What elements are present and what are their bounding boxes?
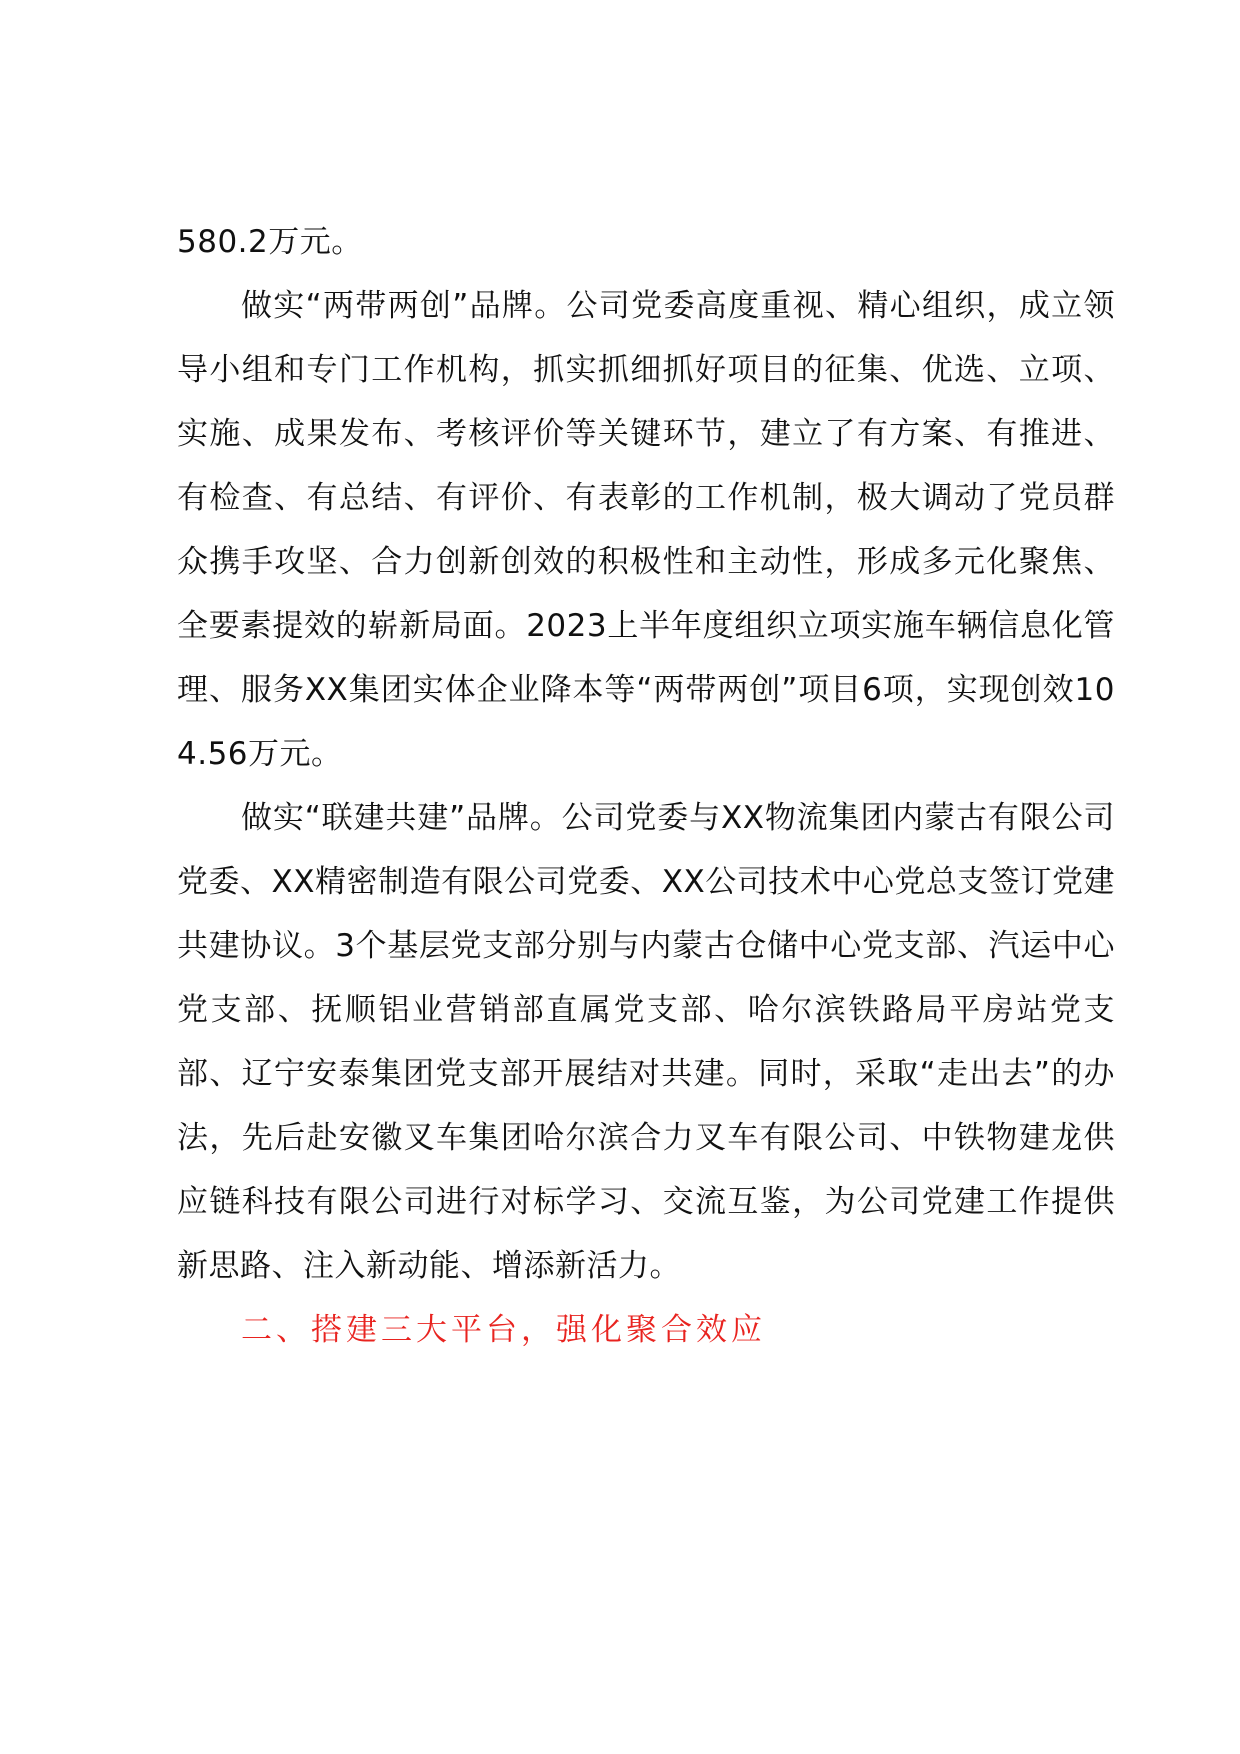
paragraph-two-bands-two-creations: 做实“两带两创”品牌。公司党委高度重视、精心组织，成立领导小组和专门工作机构，抓实抓细抓好项目的征集、优选、立项、实施、成果发布、考核评价等关键环节，建立了有方案、有推进、有检查、有总结、有评价、有表彰的工作机制，极大调动了党员群众携手攻坚、合力创新创效的积极性和主动性，形成多元化聚焦、全要素提效的崭新局面。2023上半年度组织立项实施车辆信息化管理、服务XX集团实体企业降本等“两带两创”项目6项，实现创效104.56万元。 bbox=[177, 288, 1115, 772]
paragraph-continuation: 580.2万元。 bbox=[177, 224, 363, 260]
document-body bbox=[177, 210, 1115, 1362]
paragraph-joint-construction: 做实“联建共建”品牌。公司党委与XX物流集团内蒙古有限公司党委、XX精密制造有限公司党委、XX公司技术中心党总支签订党建共建协议。3个基层党支部分别与内蒙古仓储中心党支部、汽运中心党支部、抚顺铝业营销部直属党支部、哈尔滨铁路局平房站党支部、辽宁安泰集团党支部开展结对共建。同时，采取“走出去”的办法，先后赴安徽叉车集团哈尔滨合力叉车有限公司、中铁物建龙供应链科技有限公司进行对标学习、交流互鉴，为公司党建工作提供新思路、注入新动能、增添新活力。 bbox=[177, 800, 1115, 1284]
section-heading: 二、搭建三大平台，强化聚合效应 bbox=[241, 1312, 766, 1348]
